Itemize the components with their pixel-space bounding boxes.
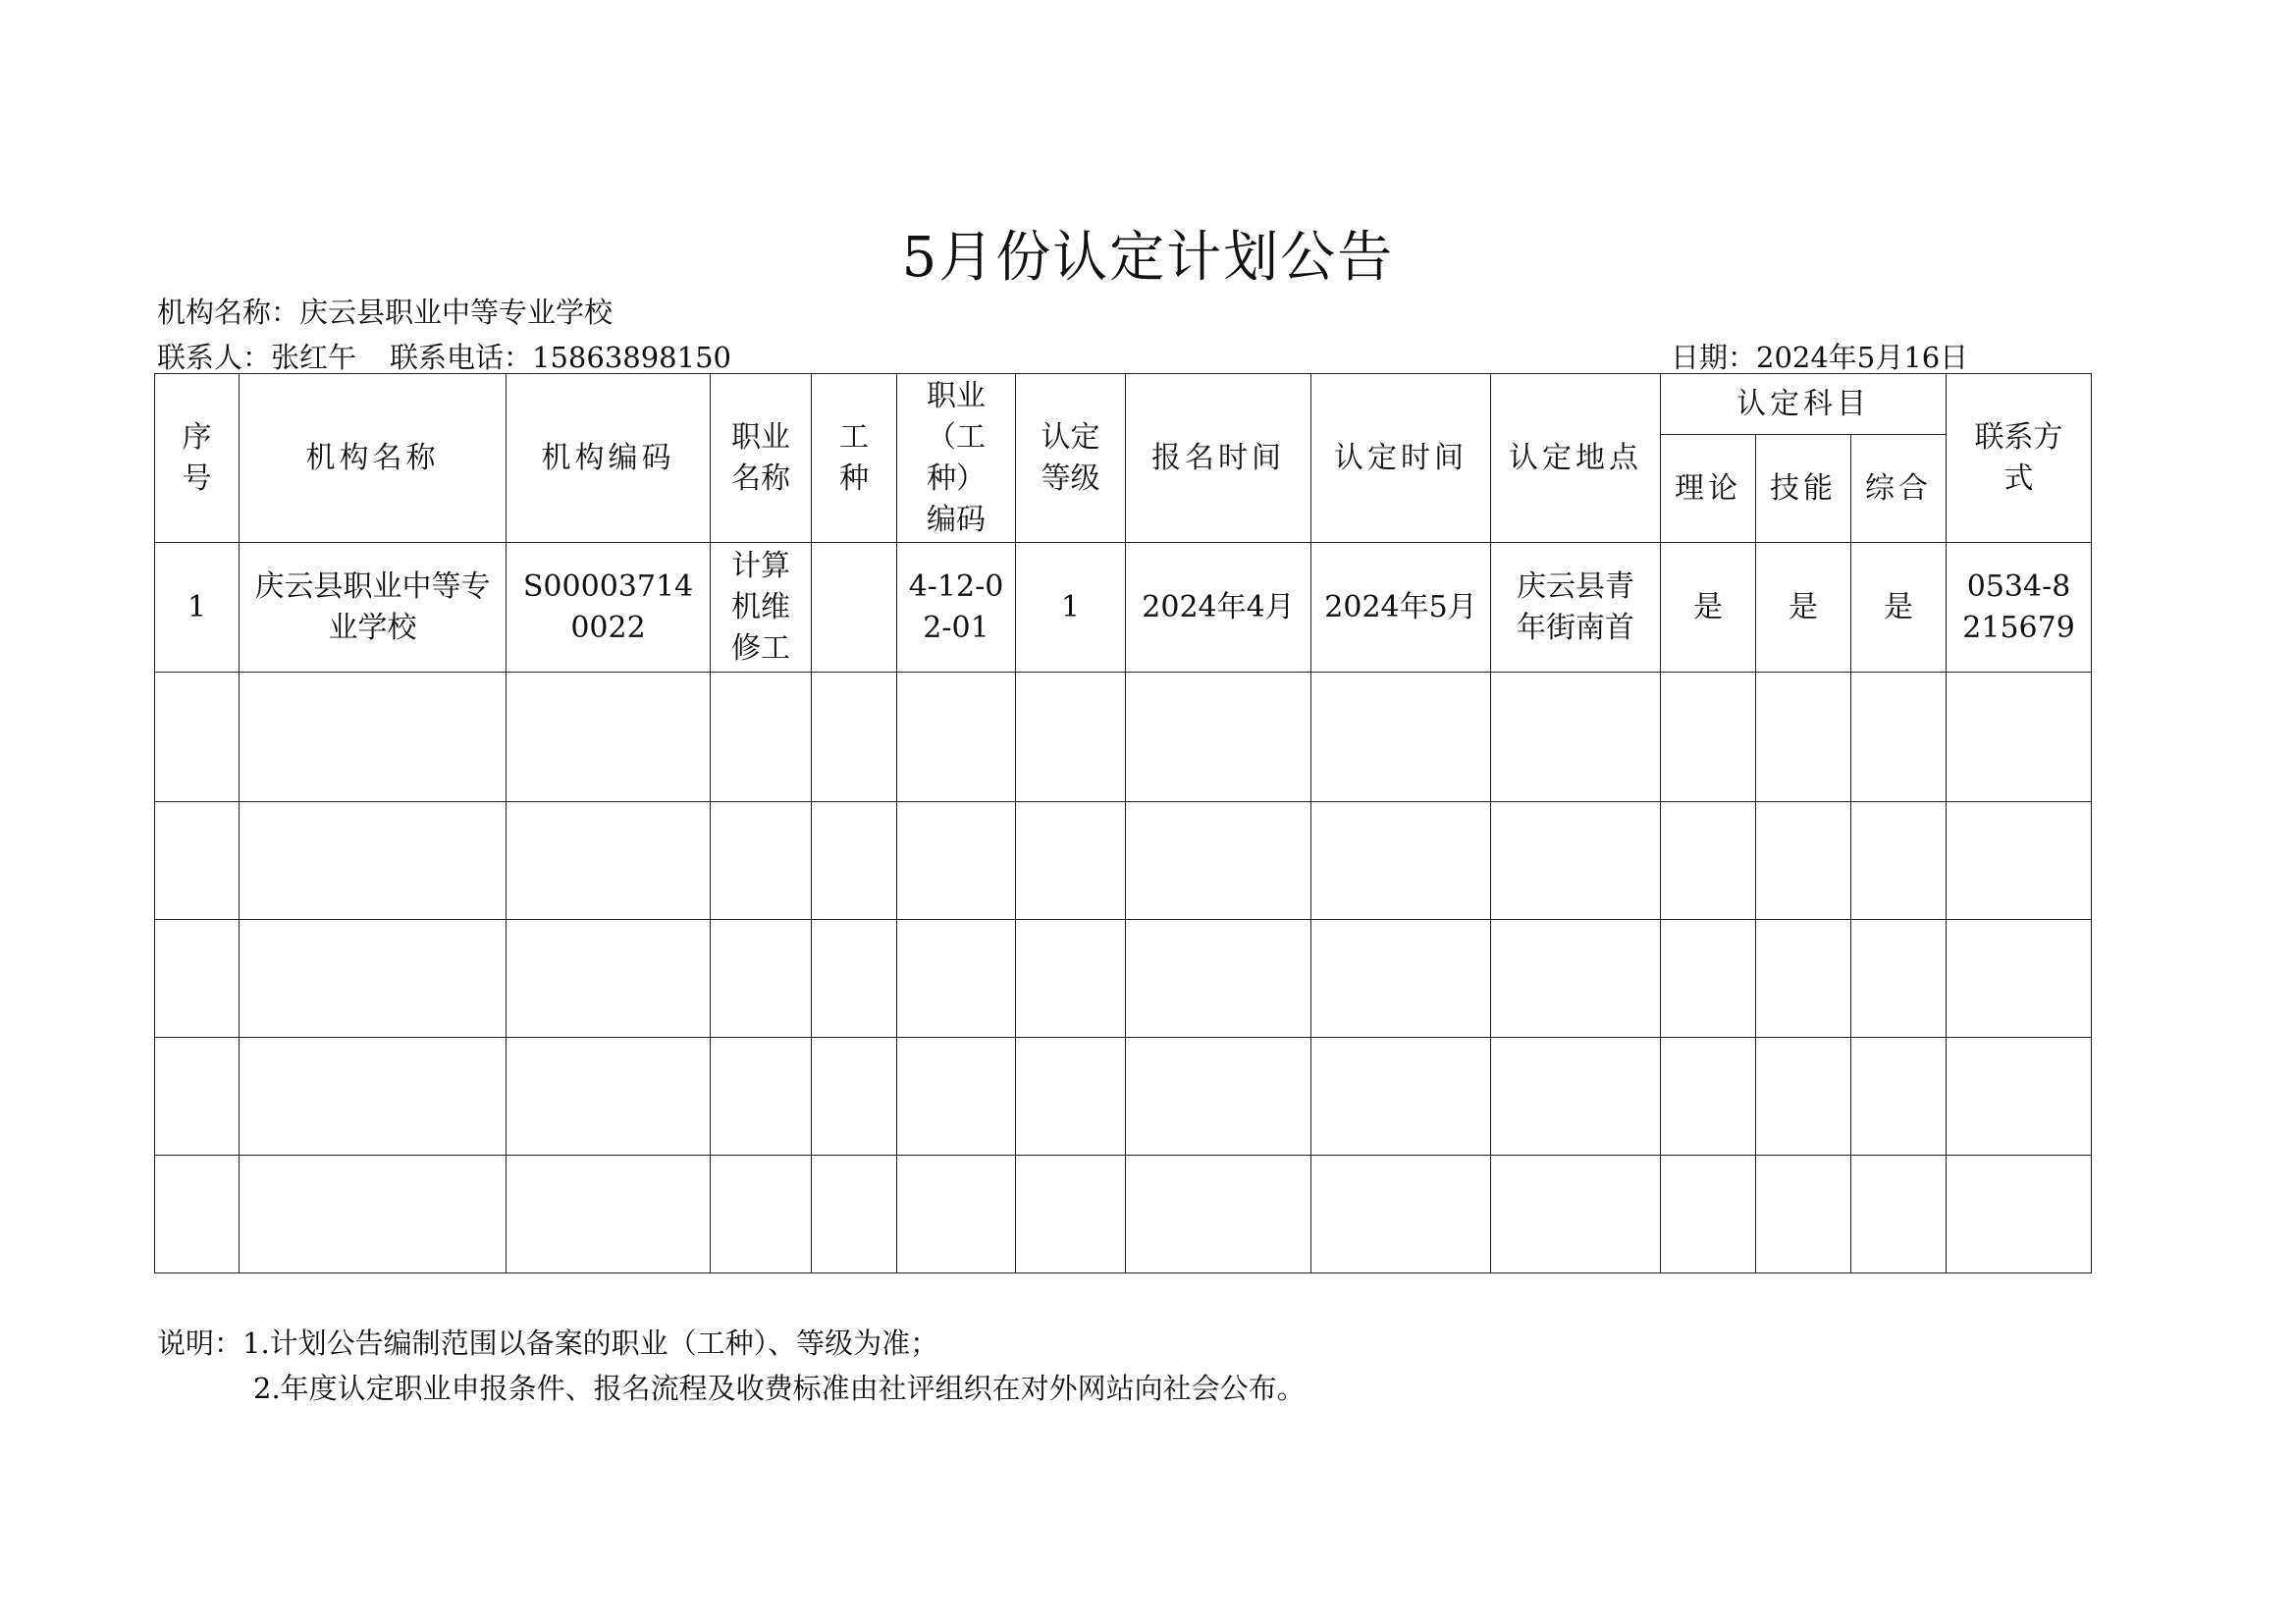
cell-comprehensive: 是 [1851, 543, 1947, 673]
page-title: 5月份认定计划公告 [901, 226, 1395, 290]
cell-theory: 是 [1661, 543, 1756, 673]
cell-occupation-name: 计算机维修工 [711, 543, 812, 673]
empty-row [155, 1038, 2092, 1156]
header-contact: 联系方式 [1947, 374, 2092, 543]
cell-cert-place: 庆云县青年街南首 [1491, 543, 1661, 673]
cell-work-type [812, 543, 897, 673]
header-level: 认定等级 [1016, 374, 1126, 543]
header-occupation-name: 职业名称 [711, 374, 812, 543]
header-comprehensive: 综合 [1851, 435, 1947, 543]
header-theory: 理论 [1661, 435, 1756, 543]
header-subjects: 认定科目 [1661, 374, 1947, 435]
header-work-type: 工种 [812, 374, 897, 543]
header-seq: 序号 [155, 374, 240, 543]
header-row-1 [155, 374, 2092, 435]
header-org-code: 机构编码 [507, 374, 711, 543]
header-reg-time: 报名时间 [1126, 374, 1311, 543]
table-row [155, 543, 2092, 673]
empty-row [155, 802, 2092, 920]
cell-skill: 是 [1756, 543, 1851, 673]
cell-level: 1 [1016, 543, 1126, 673]
plan-table [154, 373, 2092, 1273]
cell-contact: 0534-8215679 [1947, 543, 2092, 673]
empty-row [155, 920, 2092, 1038]
header-skill: 技能 [1756, 435, 1851, 543]
org-name-line: 机构名称：庆云县职业中等专业学校 [157, 296, 614, 329]
cell-reg-time: 2024年4月 [1126, 543, 1311, 673]
contact-person: 联系人：张红午 [157, 341, 357, 374]
empty-row [155, 673, 2092, 802]
contact-line [157, 336, 731, 376]
contact-phone: 联系电话：15863898150 [390, 341, 731, 374]
header-cert-place: 认定地点 [1491, 374, 1661, 543]
empty-row [155, 1156, 2092, 1273]
cell-org-name: 庆云县职业中等专业学校 [240, 543, 507, 673]
cell-cert-time: 2024年5月 [1311, 543, 1491, 673]
note-line-1: 说明：1.计划公告编制范围以备案的职业（工种）、等级为准； [157, 1326, 939, 1360]
header-cert-time: 认定时间 [1311, 374, 1491, 543]
note-line-2: 2.年度认定职业申报条件、报名流程及收费标准由社评组织在对外网站向社会公布。 [253, 1372, 1306, 1405]
cell-seq: 1 [155, 543, 240, 673]
header-org-name: 机构名称 [240, 374, 507, 543]
header-occupation-code: 职业（工种）编码 [897, 374, 1016, 543]
announcement-date: 日期：2024年5月16日 [1671, 341, 1969, 374]
cell-org-code: S000037140022 [507, 543, 711, 673]
cell-occupation-code: 4-12-02-01 [897, 543, 1016, 673]
